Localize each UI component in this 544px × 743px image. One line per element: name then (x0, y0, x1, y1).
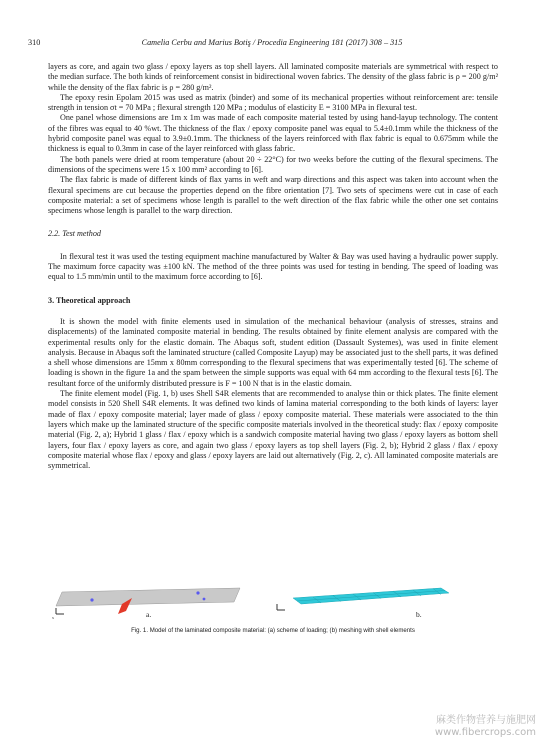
figure-label-b: b. (416, 610, 422, 619)
paragraph: The both panels were dried at room temperature (about 20 ÷ 22°C) for two weeks before the cutting of the flexural specimens. The dimensions of the specimens were 15 x 100 mm² according to [6]. (48, 154, 498, 174)
watermark-line: www.fibercrops.com (434, 727, 536, 738)
mesh-image (273, 578, 473, 622)
paragraph: It is shown the model with finite elements used in simulation of the mechanical behaviour (analysis of stresses, strains and displacements) of the laminated composite material in bending. The results obtained by finite element analysis are compared with the experimental results only for the elastic domain. The Abaqus soft, student edition (Dassault Systemes), was used in finite element analysis. Because in Abaqus soft the laminated structure (called Composite Layup) may be associated just to the shell parts, it was defined a shell whose dimensions are 15mm x 80mm corresponding to the flexural specimens that was experimentally tested [6]. The scheme of loading is shown in the figure 1a and the spam between the simple supports was equal with 64 mm according to the flexural tests [6]. The resultant force of the uniformly distributed pressure is F = 100 N that is in the elastic domain. (48, 316, 498, 388)
watermark (435, 715, 536, 739)
page-number: 310 (28, 38, 41, 47)
paragraph: The epoxy resin Epolam 2015 was used as matrix (binder) and some of its mechanical properties without reinforcement are: tensile strength in tension σt = 70 MPa ; flexural strength 120 MPa ; modulus of elasticity E = 3100 MPa in flexural test. (48, 92, 498, 113)
section-heading: 3. Theoretical approach (48, 295, 131, 305)
article-body (48, 62, 498, 471)
figure-label-a: a. (146, 610, 152, 619)
figure-panel-a (48, 578, 248, 622)
figure-caption: Fig. 1. Model of the laminated composite material: (a) scheme of loading; (b) meshing with shell elements (131, 627, 415, 634)
figure-panel-b (273, 578, 473, 622)
paragraph: The flax fabric is made of different kinds of flax yarns in weft and warp directions and this aspect was taken into account when the flexural specimens are cut because the properties depend on the fibre orientation [7]. Two sets of specimens were cut in case of each composite material: a set of specimens whose length is parallel to the weft direction of the flax fabric while the other one set contains specimens whose length is parallel to the warp direction. (48, 175, 498, 216)
running-title: Camelia Cerbu and Marius Botiş / Procedia Engineering 181 (2017) 308 – 315 (141, 38, 403, 47)
paragraph: In flexural test it was used the testing equipment machine manufactured by Walter & Bay was used having a hydraulic power supply. The maximum force capacity was ±100 kN. The method of the three points was used for testing in bending. The speed of loading was equal to 1.5 mm/min until to the maximum force according to [6]. (48, 251, 498, 282)
figure-1 (48, 578, 498, 628)
paragraph: One panel whose dimensions are 1m x 1m was made of each composite material tested by using hand-layup technology. The content of the fibres was equal to 40 %wt. The thickness of the flax / epoxy composite panel was equal to 5.4±0.1mm while the thickness of the hybrid composite panel was equal to 3.9±0.1mm. The thickness of the layers reinforced with flax fabric is equal to 0.675mm while the thickness is equal to 0.3mm in case of the layer reinforced with glass fabric. (48, 113, 498, 154)
section-heading: 2.2. Test method (48, 229, 101, 239)
paragraph: The finite element model (Fig. 1, b) uses Shell S4R elements that are recommended to analyse thin or thick plates. The finite element model consists in 520 Shell S4R elements. It was defined two kinds of lamina material corresponding to the both kinds of layers: layer made of flax / epoxy composite material; layer made of glass / epoxy composite material. These materials were associated to the thin layers which make up the laminated structure of the specific composite materials involved in the theoretical study: flax / epoxy composite material (Fig. 2, a); Hybrid 1 glass / flax / epoxy which is a sandwich composite material having two glass / epoxy layers as bottom shell layers, four flax / epoxy layers as core, and again two glass / epoxy layers as top shell layers (Fig. 2, b); Hybrid 2 glass / flax / epoxy composite material whose flax / epoxy and glass / epoxy layers are laid out alternatively (Fig. 2, c). All laminated composite materials are symmetrical. (48, 389, 498, 471)
paragraph: layers as core, and again two glass / epoxy layers as top shell layers. All laminated composite materials are symmetrical with respect to the median surface. The both kinds of reinforcement consist in bidirectional woven fabrics. The density of the glass fabric is ρ = 200 g/m² while the density of the flax fabric is ρ = 280 g/m². (48, 62, 498, 92)
svg-text:x: x (52, 615, 54, 620)
running-header (28, 38, 516, 52)
watermark-line: 麻类作物营养与施肥网 (436, 715, 536, 726)
